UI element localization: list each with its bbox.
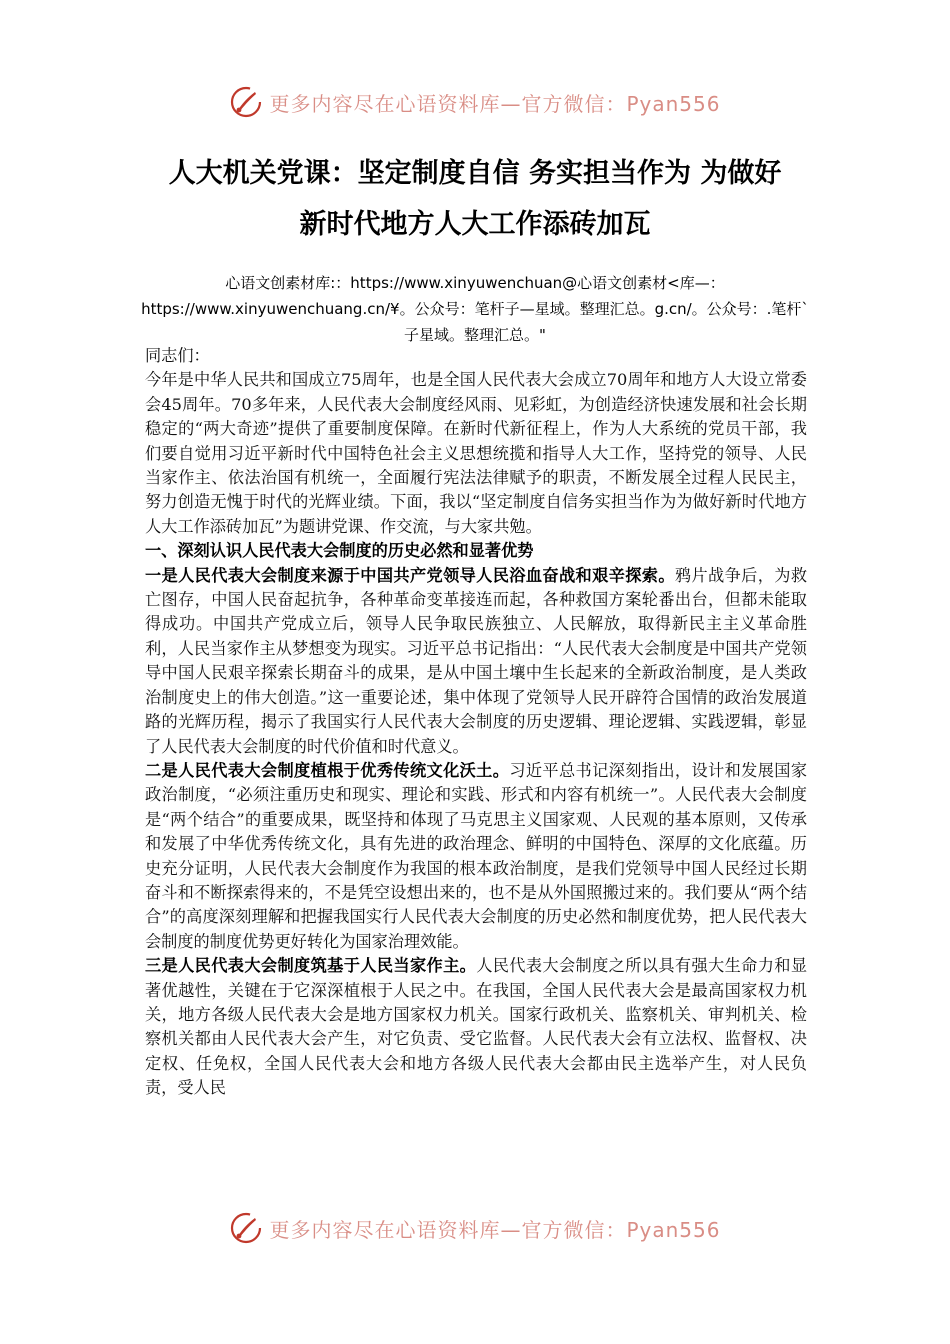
footer-banner — [0, 1208, 950, 1248]
section-heading — [145, 539, 807, 563]
banner-text: 更多内容尽在心语资料库—官方微信：Pyan556 — [269, 91, 721, 116]
document-body — [145, 344, 807, 1101]
paragraph-3-text: 人民代表大会制度之所以具有强大生命力和显著优越性，关键在于它深深植根于人民之中。在我国，全国人民代表大会是最高国家权力机关，地方各级人民代表大会是地方国家权力机关。国家行政机关、监察机关、审判机关、检察机关都由人民代表大会产生，对它负责、受它监督。人民代表大会有立法权、监督权、决定权、任免权，全国人民代表大会和地方各级人民代表大会都由民主选举产生，对人民负责，受人民 — [145, 956, 808, 1098]
paragraph-1 — [145, 564, 807, 759]
banner-text: 更多内容尽在心语资料库—官方微信：Pyan556 — [269, 1217, 721, 1242]
title-line-1: 人大机关党课：坚定制度自信 务实担当作为 为做好 — [168, 158, 782, 189]
section-heading-text: 一、深刻认识人民代表大会制度的历史必然和显著优势 — [145, 541, 534, 561]
greeting: 同志们： — [145, 346, 210, 365]
paragraph-3-lead: 三是人民代表大会制度筑基于人民当家作主。 — [145, 956, 477, 976]
paragraph-1-text: 鸦片战争后，为救亡图存，中国人民奋起抗争，各种革命变革接连而起，各种救国方案轮番出台，但都未能取得成功。中国共产党成立后，领导人民争取民族独立、人民解放，取得新民主主义革命胜利，人民当家作主从梦想变为现实。习近平总书记指出：“人民代表大会制度是中国共产党领导中国人民艰辛探索长期奋斗的成果，是从中国土壤中生长起来的全新政治制度，是人类政治制度史上的伟大创造。”这一重要论述，集中体现了党领导人民开辟符合国情的政治发展道路的光辉历程，揭示了我国实行人民代表大会制度的历史逻辑、理论逻辑、实践逻辑，彰显了人民代表大会制度的时代价值和时代意义。 — [145, 565, 808, 756]
paragraph-1-lead: 一是人民代表大会制度来源于中国共产党领导人民浴血奋战和艰辛探索。 — [145, 565, 675, 585]
brush-logo-icon — [229, 1211, 263, 1245]
brush-logo-icon — [229, 85, 263, 119]
paragraph-2-lead: 二是人民代表大会制度植根于优秀传统文化沃土。 — [145, 760, 510, 780]
title-line-2: 新时代地方人大工作添砖加瓦 — [299, 209, 651, 240]
paragraph-2 — [145, 759, 807, 954]
paragraph-2-text: 习近平总书记深刻指出，设计和发展国家政治制度，“必须注重历史和现实、理论和实践、形式和内容有机统一”。人民代表大会制度是“两个结合”的重要成果，既坚持和体现了马克思主义国家观、人民观的基本原则，又传承和发展了中华优秀传统文化，具有先进的政治理念、鲜明的中国特色、深厚的文化底蕴。历史充分证明，人民代表大会制度作为我国的根本政治制度，是我们党领导中国人民经过长期奋斗和不断探索得来的，不是凭空设想出来的，也不是从外国照搬过来的。我们要从“两个结合”的高度深刻理解和把握我国实行人民代表大会制度的历史必然和制度优势，把人民代表大会制度的制度优势更好转化为国家治理效能。 — [145, 760, 808, 951]
document-title — [110, 148, 840, 250]
paragraph-3 — [145, 954, 807, 1100]
header-banner — [0, 82, 950, 122]
intro-paragraph: 今年是中华人民共和国成立75周年，也是全国人民代表大会成立70周年和地方人大设立常委会45周年。70多年来，人民代表大会制度经风雨、见彩虹，为创造经济快速发展和社会长期稳定的“两大奇迹”提供了重要制度保障。在新时代新征程上，作为人大系统的党员干部，我们要自觉用习近平新时代中国特色社会主义思想统揽和指导人大工作，坚持党的领导、人民当家作主、依法治国有机统一，全面履行宪法法律赋予的职责，不断发展全过程人民民主，努力创造无愧于时代的光辉业绩。下面，我以“坚定制度自信务实担当作为为做好新时代地方人大工作添砖加瓦”为题讲党课、作交流，与大家共勉。 — [145, 370, 807, 536]
source-line: 心语文创素材库:：https://www.xinyuwenchuan@心语文创素材<库—：https://www.xinyuwenchuang.cn/¥。公众号：笔杆子—星域。整理汇总。g.cn/。公众号：.笔杆`子星域。整理汇总。" — [141, 274, 809, 344]
